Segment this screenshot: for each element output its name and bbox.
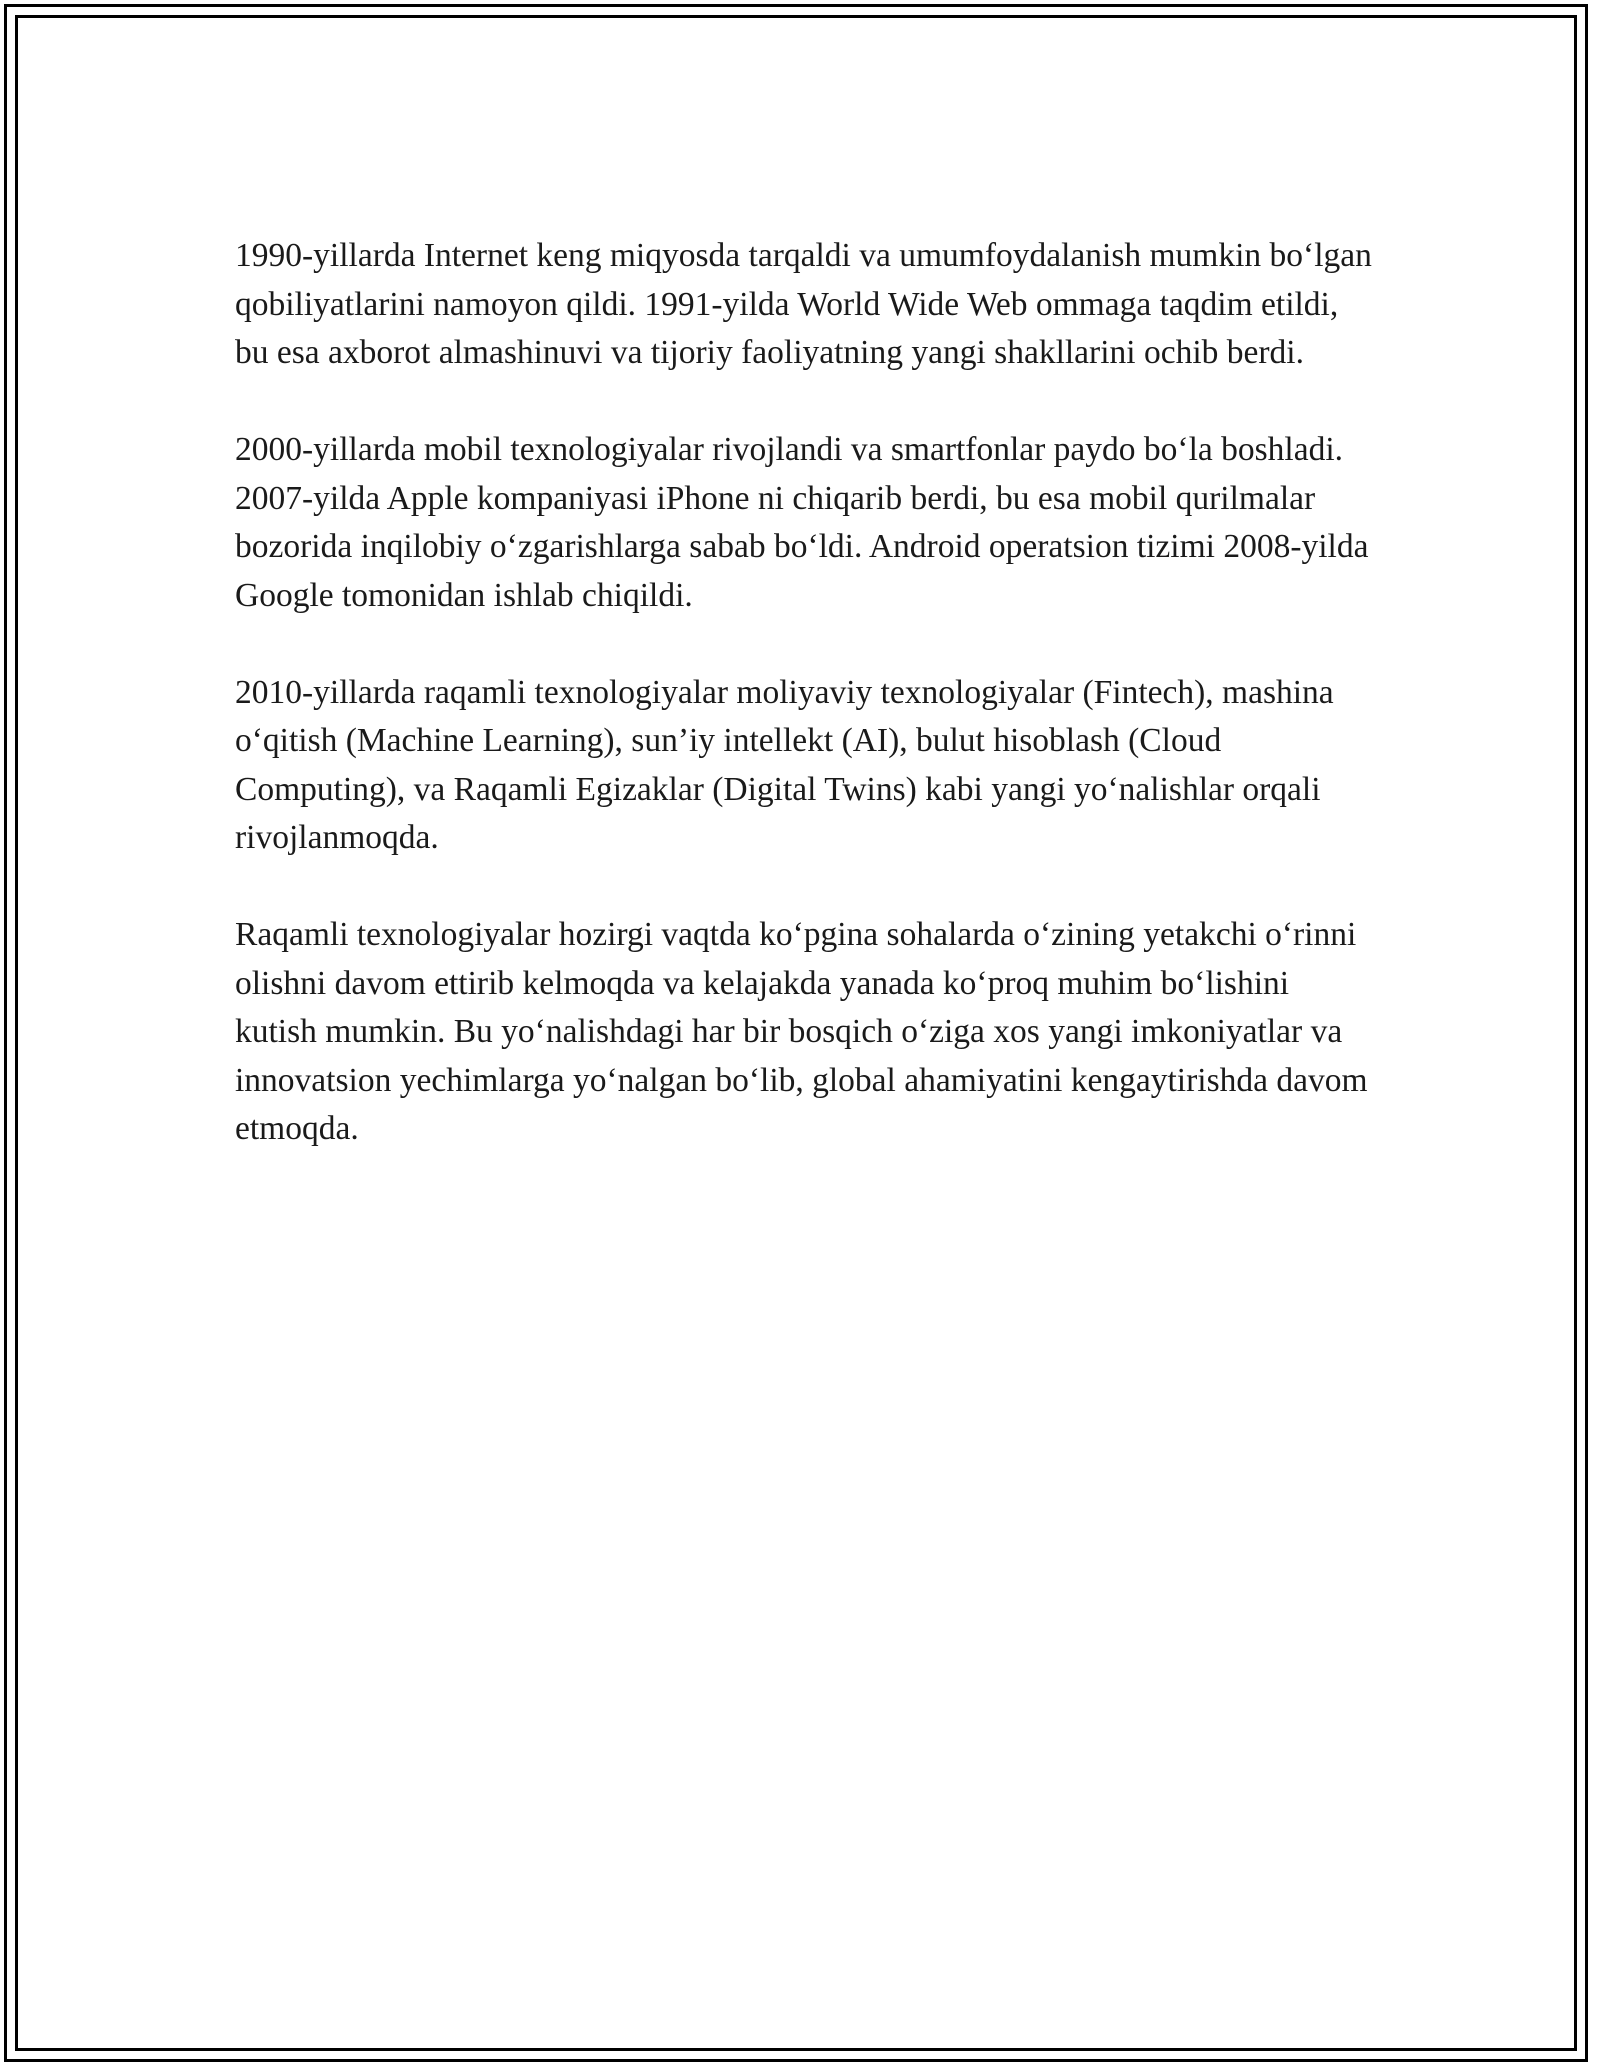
paragraph-2010s-digital: 2010-yillarda raqamli texnologiyalar moliyaviy texnologiyalar (Fintech), mashina o‘qitish (Machine Learning), sun’iy intellekt (AI), bulut hisoblash (Cloud Computing), va Raqamli Egizaklar (Digital Twins) kabi yangi yo‘nalishlar orqali rivojlanmoqda.	[235, 673, 1334, 856]
paragraph-1990s-internet: 1990-yillarda Internet keng miqyosda tarqaldi va umumfoydalanish mumkin bo‘lgan qobiliyatlarini namoyon qildi. 1991-yilda World Wide Web ommaga taqdim etildi, bu esa axborot almashinuvi va tijoriy faoliyatning yangi shakllarini ochib berdi.	[235, 237, 1372, 371]
paragraph-present-future: Raqamli texnologiyalar hozirgi vaqtda ko‘pgina sohalarda o‘zining yetakchi o‘rinni olishni davom ettirib kelmoqda va kelajakda yanada ko‘proq muhim bo‘lishini kutish mumkin. Bu yo‘nalishdagi har bir bosqich o‘ziga xos yangi imkoniyatlar va innovatsion yechimlarga yo‘nalgan bo‘lib, global ahamiyatini kengaytirishda davom etmoqda.	[235, 916, 1368, 1147]
document-body	[235, 232, 1375, 1202]
paragraph-2000s-mobile: 2000-yillarda mobil texnologiyalar rivojlandi va smartfonlar paydo bo‘la boshladi. 2007-yilda Apple kompaniyasi iPhone ni chiqarib berdi, bu esa mobil qurilmalar bozorida inqilobiy o‘zgarishlarga sabab bo‘ldi. Android operatsion tizimi 2008-yilda Google tomonidan ishlab chiqildi.	[235, 431, 1369, 614]
